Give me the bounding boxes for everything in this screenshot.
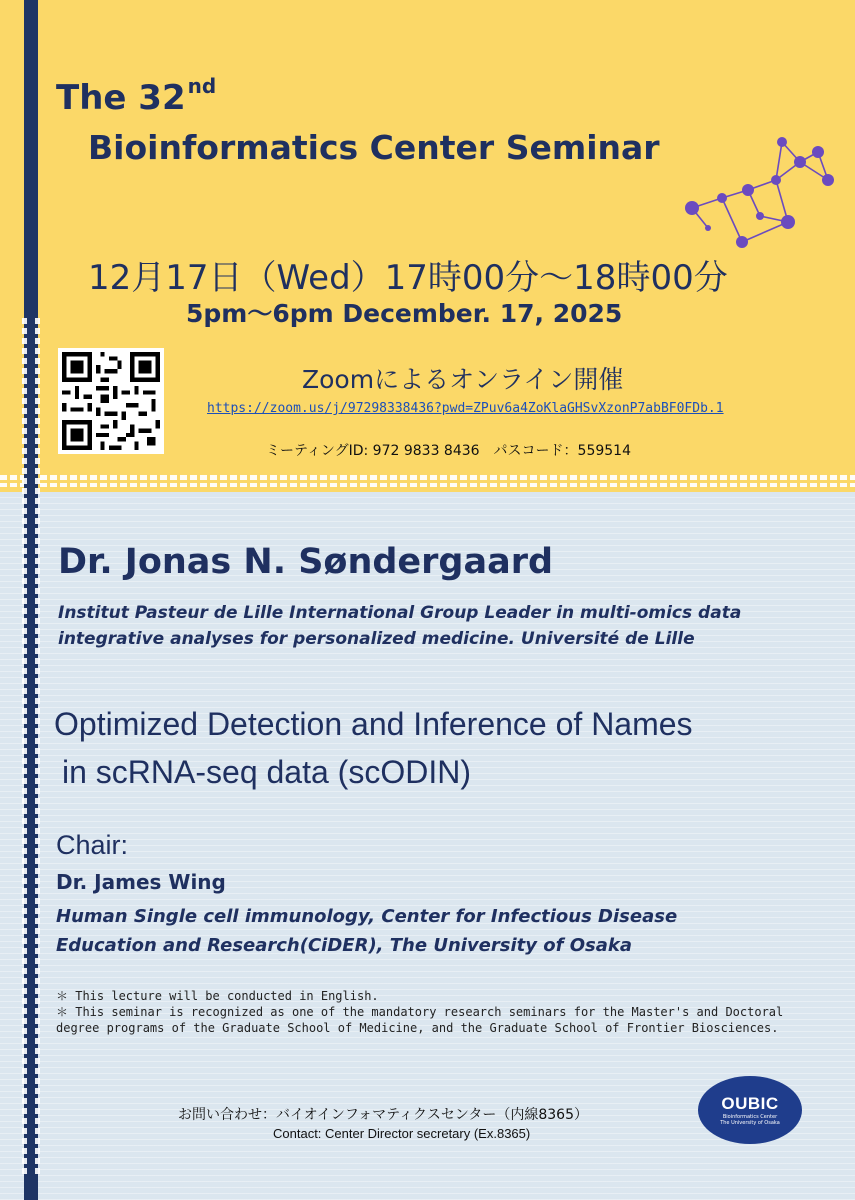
contact-japanese: お問い合わせ：バイオインフォマティクスセンター（内線8365） [178,1107,588,1123]
note-language: ＊ This lecture will be conducted in English. [56,989,379,1003]
zoom-link[interactable]: https://zoom.us/j/97298338436?pwd=ZPuv6a4ZoKlaGHSvXzonP7abBF0FDb.1 [207,401,724,416]
contact-english: Contact: Center Director secretary (Ex.8365) [273,1126,531,1141]
chair-name: Dr. James Wing [56,870,226,894]
qr-code-icon[interactable] [58,348,164,454]
chair-affiliation-line2: Education and Research(CiDER), The University of Osaka [56,935,632,956]
chair-affiliation-line1: Human Single cell immunology, Center for Infectious Disease [56,906,678,927]
date-english: 5pm～6pm December. 17, 2025 [186,299,623,328]
speaker-name: Dr. Jonas N. Søndergaard [58,542,554,582]
logo-text: OUBIC [721,1094,779,1113]
divider-pattern-line [0,480,855,483]
zoom-heading: Zoomによるオンライン開催 [302,365,624,394]
chair-heading: Chair: [56,830,129,860]
logo-subtext-1: Bioinformatics Center [722,1114,778,1120]
seminar-number: The 32 $^{nd}$ [56,74,217,118]
chair-affiliation [56,902,816,960]
logo-subtext-2: The University of Osaka [720,1120,780,1126]
meeting-info: ミーティングID: 972 9833 8436 パスコード：559514 [266,443,631,459]
vertical-pattern-core [27,318,35,1178]
seminar-title: Bioinformatics Center Seminar [88,128,660,167]
notes [56,988,816,1036]
oubic-logo [698,1076,802,1144]
date-japanese: 12月17日（Wed）17時00分～18時00分 [88,258,728,298]
speaker-affiliation: Institut Pasteur de Lille International Group Leader in multi-omics data integrative analyses for personalized medicine. Université de Lille [58,603,742,649]
talk-title-line1: Optimized Detection and Inference of Names [54,706,693,742]
molecule-network-icon [680,128,840,258]
talk-title-line2: in scRNA-seq data (scODIN) [62,754,471,790]
note-credit: ＊ This seminar is recognized as one of the mandatory research seminars for the Master's and Doctoral degree programs of the Graduate School of Medicine, and the Graduate School of Frontier Biosciences. [56,1005,784,1035]
talk-title [54,700,834,796]
